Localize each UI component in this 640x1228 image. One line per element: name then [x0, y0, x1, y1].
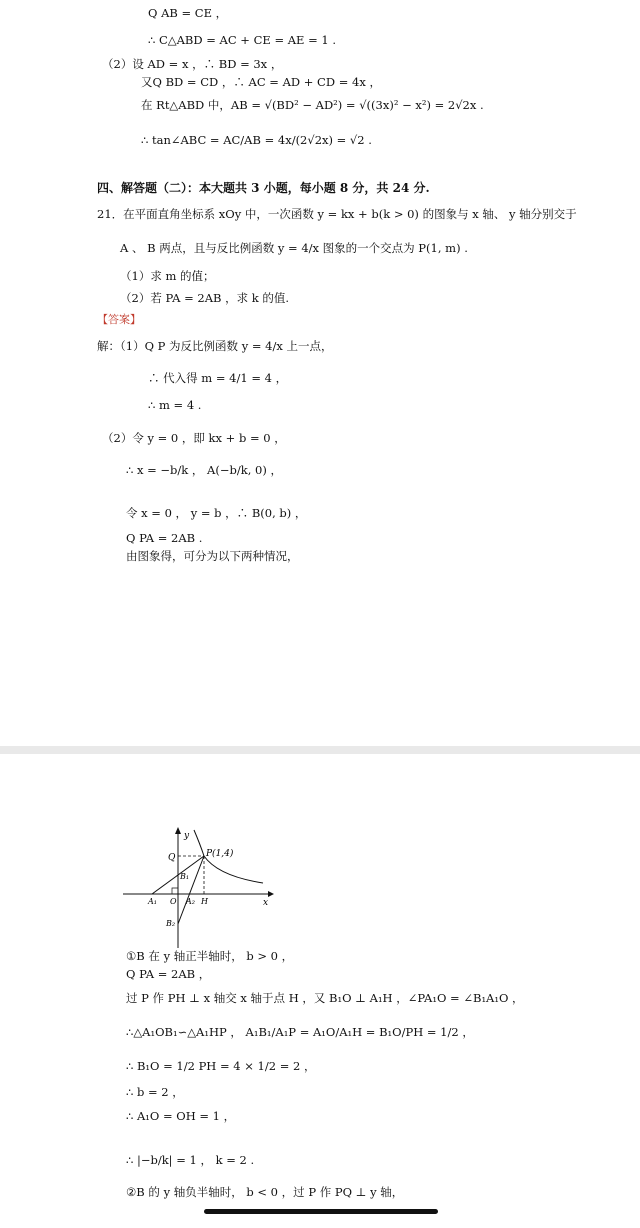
point-a2-label: A₂: [186, 897, 195, 906]
point-b2-label: B₂: [166, 919, 176, 928]
solution-line: ②B 的 y 轴负半轴时， b < 0 ，过 P 作 PQ ⊥ y 轴，: [126, 1185, 404, 1199]
solution-line: 令 x = 0 ， y = b ，∴ B(0, b) ，: [126, 506, 307, 520]
solution-line: ∴ 代入得 m = 4/1 = 4 ，: [148, 371, 288, 385]
solution-line: Q AB = CE ，: [148, 6, 228, 20]
solution-line: 解：（1）Q P 为反比例函数 y = 4/x 上一点，: [97, 339, 333, 353]
problem-part: （1）求 m 的值；: [120, 269, 215, 283]
problem-part: （2）若 PA = 2AB ，求 k 的值.: [120, 291, 290, 305]
solution-line: （2）令 y = 0 ，即 kx + b = 0 ，: [102, 431, 286, 445]
section-heading: 四、解答题（二）：本大题共 3 小题，每小题 8 分，共 24 分.: [97, 181, 430, 195]
solution-line: Q PA = 2AB .: [126, 531, 203, 545]
solution-line: 由图象得，可分为以下两种情况，: [126, 549, 299, 563]
solution-line: Q PA = 2AB ，: [126, 967, 211, 981]
x-axis-label: x: [263, 898, 269, 908]
solution-line: ∴ b = 2 ，: [126, 1085, 184, 1099]
point-b1-label: B₁: [180, 872, 190, 881]
solution-line: （2）设 AD = x ，∴ BD = 3x ，: [102, 57, 283, 71]
solution-line: ∴ C△ABD = AC + CE = AE = 1 .: [148, 33, 337, 47]
problem-statement: A 、 B 两点，且与反比例函数 y = 4/x 图象的一个交点为 P(1, m) .: [120, 241, 468, 255]
origin-label: O: [170, 897, 177, 906]
solution-line: ∴ x = −b/k ， A(−b/k, 0) ，: [126, 463, 282, 477]
solution-line: ∴ A₁O = OH = 1 ，: [126, 1109, 236, 1123]
problem-statement: 21．在平面直角坐标系 xOy 中，一次函数 y = kx + b(k > 0) 的图象与 x 轴、 y 轴分别交于: [97, 207, 577, 221]
solution-line: ∴ B₁O = 1/2 PH = 4 × 1/2 = 2 ，: [126, 1059, 316, 1073]
solution-line: ∴ tan∠ABC = AC/AB = 4x/(2√2x) = √2 .: [141, 133, 372, 147]
home-indicator[interactable]: [204, 1209, 438, 1214]
point-p-label: P(1,4): [206, 849, 234, 859]
point-q-label: Q: [168, 853, 176, 863]
coordinate-figure: [118, 826, 278, 950]
solution-line: ∴△A₁OB₁∽△A₁HP ， A₁B₁/A₁P = A₁O/A₁H = B₁O/PH = 1/2 ，: [126, 1025, 474, 1039]
solution-line: ∴ m = 4 .: [148, 398, 202, 412]
solution-line: 过 P 作 PH ⊥ x 轴交 x 轴于点 H ，又 B₁O ⊥ A₁H ，∠PA₁O = ∠B₁A₁O ，: [126, 991, 524, 1005]
solution-line: 在 Rt△ABD 中，AB = √(BD² − AD²) = √((3x)² − x²) = 2√2x .: [141, 98, 484, 112]
y-axis-label: y: [184, 831, 190, 841]
point-a1-label: A₁: [148, 897, 157, 906]
solution-line: 又Q BD = CD ，∴ AC = AD + CD = 4x ，: [141, 75, 381, 89]
solution-line: ①B 在 y 轴正半轴时， b > 0 ，: [126, 949, 294, 963]
document-page-2: [0, 754, 640, 1228]
answer-label: 【答案】: [97, 313, 141, 326]
point-h-label: H: [201, 897, 208, 906]
solution-line: ∴ |−b/k| = 1 ， k = 2 .: [126, 1153, 255, 1167]
